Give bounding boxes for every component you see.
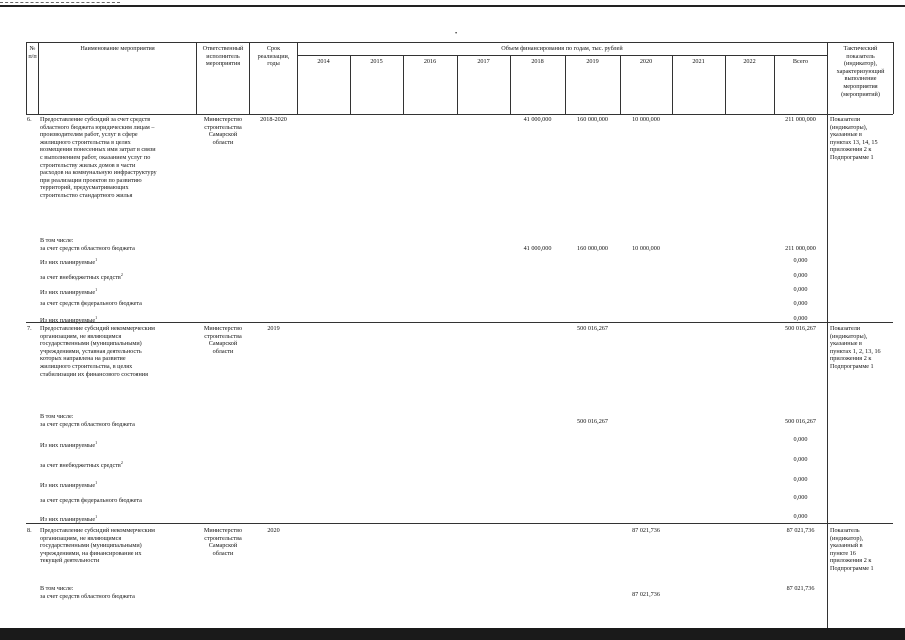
header-year-2019: 2019 [586,58,599,65]
value-v2019: 500 016,267 [577,418,608,425]
header-num: № п/п [28,45,37,60]
row-term: 2018-2020 [260,116,287,123]
row-separator [26,523,893,524]
row-tactical: Показатели (индикаторы), указанные в пунктах 13, 14, 15 приложения 2 к Подпрограмме 1 [830,116,878,161]
value-v2018: 41 000,000 [523,245,552,252]
row-num: 8. [27,527,32,534]
header-responsible: Ответственный исполнитель мероприятия [202,45,244,68]
value-total: 0,000 [793,513,808,520]
value-total: 0,000 [793,476,808,483]
row-responsible: Министерство строительства Самарской области [203,325,243,355]
row-tactical: Показатели (индикаторы), указанные в пунктах 1, 2, 13, 16 приложения 2 к Подпрограмме 1 [830,325,881,370]
row-term: 2019 [267,325,280,332]
value-v2019: 160 000,000 [577,245,608,252]
funding-subheader-line [297,55,827,56]
footnote-marker: 1 [95,287,98,292]
sub-regional: за счет средств областного бюджета [40,593,135,600]
sub-planned: Из них планируемые$^1$ [40,315,98,325]
value-total: 0,000 [793,257,808,264]
sub-offbudget: за счет внебюджетных средств$^2$ [40,460,123,470]
top-border-line [0,5,905,7]
footnote-marker: 2 [120,272,123,277]
top-dashed-line [0,2,120,3]
row-name: Предоставление субсидий некоммерческим организациям, не являющимся государственными (муниципальными) учреждениями, на финансирование их текущей деятельности [40,527,155,565]
value-v2020: 10 000,000 [632,116,660,123]
row-num: 7. [27,325,32,332]
sub-regional: за счет средств областного бюджета [40,245,135,252]
tactical-col-line [827,114,828,628]
header-bottom-line [26,114,893,115]
value-v2018: 41 000,000 [523,116,552,123]
sub-including: В том числе: [40,237,74,244]
value-total: 500 016,267 [785,325,816,332]
sub-planned: Из них планируемые$^1$ [40,514,98,524]
header-tactical: Тактический показатель (индикатор), характеризующий выполнение мероприятия (мероприятий) [836,45,885,98]
value-total: 0,000 [793,272,808,279]
value-v2020: 87 021,736 [632,527,660,534]
value-total: 87 021,736 [786,585,815,592]
footnote-marker: 1 [95,315,98,320]
row-term: 2020 [267,527,280,534]
value-total: 0,000 [793,286,808,293]
header-name: Наименование мероприятия [80,45,155,52]
sub-federal: за счет средств федерального бюджета [40,300,142,307]
header-term: Срок реализации, годы [257,45,290,68]
value-total: 0,000 [793,494,808,501]
sub-including: В том числе: [40,585,74,592]
value-total: 87 021,736 [786,527,815,534]
row-name: Предоставление субсидий некоммерческим организациям, не являющимся государственными (муниципальными) учреждениями, уставная деятельность которых направлена на развитие жилищного строительства, в целях стабилизации их финансового состояния [40,325,155,378]
header-year-2021: 2021 [692,58,705,65]
value-total: 0,000 [793,300,808,307]
header-top-line [26,42,893,43]
sub-planned: Из них планируемые$^1$ [40,440,98,450]
sub-federal: за счет средств федерального бюджета [40,497,142,504]
value-v2019: 160 000,000 [577,116,608,123]
value-total: 211 000,000 [785,245,816,252]
row-responsible: Министерство строительства Самарской области [203,116,243,146]
header-funding: Объем финансирования по годам, тыс. рублей [501,45,623,52]
footnote-marker: 1 [95,480,98,485]
row-responsible: Министерство строительства Самарской области [203,527,243,557]
row-num: 6. [27,116,32,123]
sub-including: В том числе: [40,413,74,420]
value-total: 500 016,267 [785,418,816,425]
value-v2019: 500 016,267 [577,325,608,332]
page-mark: • [455,30,458,37]
footnote-marker: 1 [95,257,98,262]
footnote-marker: 1 [95,514,98,519]
header-year-2015: 2015 [370,58,383,65]
header-year-2018: 2018 [531,58,544,65]
sub-planned: Из них планируемые$^1$ [40,287,98,297]
sub-planned: Из них планируемые$^1$ [40,480,98,490]
footnote-marker: 2 [120,460,123,465]
value-total: 0,000 [793,436,808,443]
bottom-scan-bar [0,628,905,640]
value-total: 0,000 [793,315,808,322]
header-year-2022: 2022 [743,58,756,65]
sub-planned: Из них планируемые$^1$ [40,257,98,267]
header-col-line [893,42,894,114]
value-total: 0,000 [793,456,808,463]
row-tactical: Показатель (индикатор), указанный в пункте 16 приложения 2 к Подпрограмме 1 [830,527,874,572]
row-name: Предоставление субсидий за счет средств областного бюджета юридическим лицам – производителям работ, услуг в сфере жилищного строительства в целях возмещения понесенных ими затрат в связи с выполнением работ, оказанием услуг по строительству жилых домов в части расходов на коммунальную инфраструктуру при реализации проектов по развитию территорий, предусматривающих строительство стандартного жилья [40,116,157,199]
header-year-2020: 2020 [639,58,653,65]
value-v2020: 87 021,736 [632,591,660,598]
sub-regional: за счет средств областного бюджета [40,421,135,428]
header-year-2014: 2014 [317,58,330,65]
header-year-2016: 2016 [423,58,437,65]
footnote-marker: 1 [95,440,98,445]
row-separator [26,322,893,323]
header-col-line [297,42,298,114]
value-v2020: 10 000,000 [632,245,660,252]
header-year-2017: 2017 [477,58,490,65]
sub-offbudget: за счет внебюджетных средств$^2$ [40,272,123,282]
header-year-Всего: Всего [792,58,809,65]
header-col-line [38,42,39,114]
value-total: 211 000,000 [785,116,816,123]
